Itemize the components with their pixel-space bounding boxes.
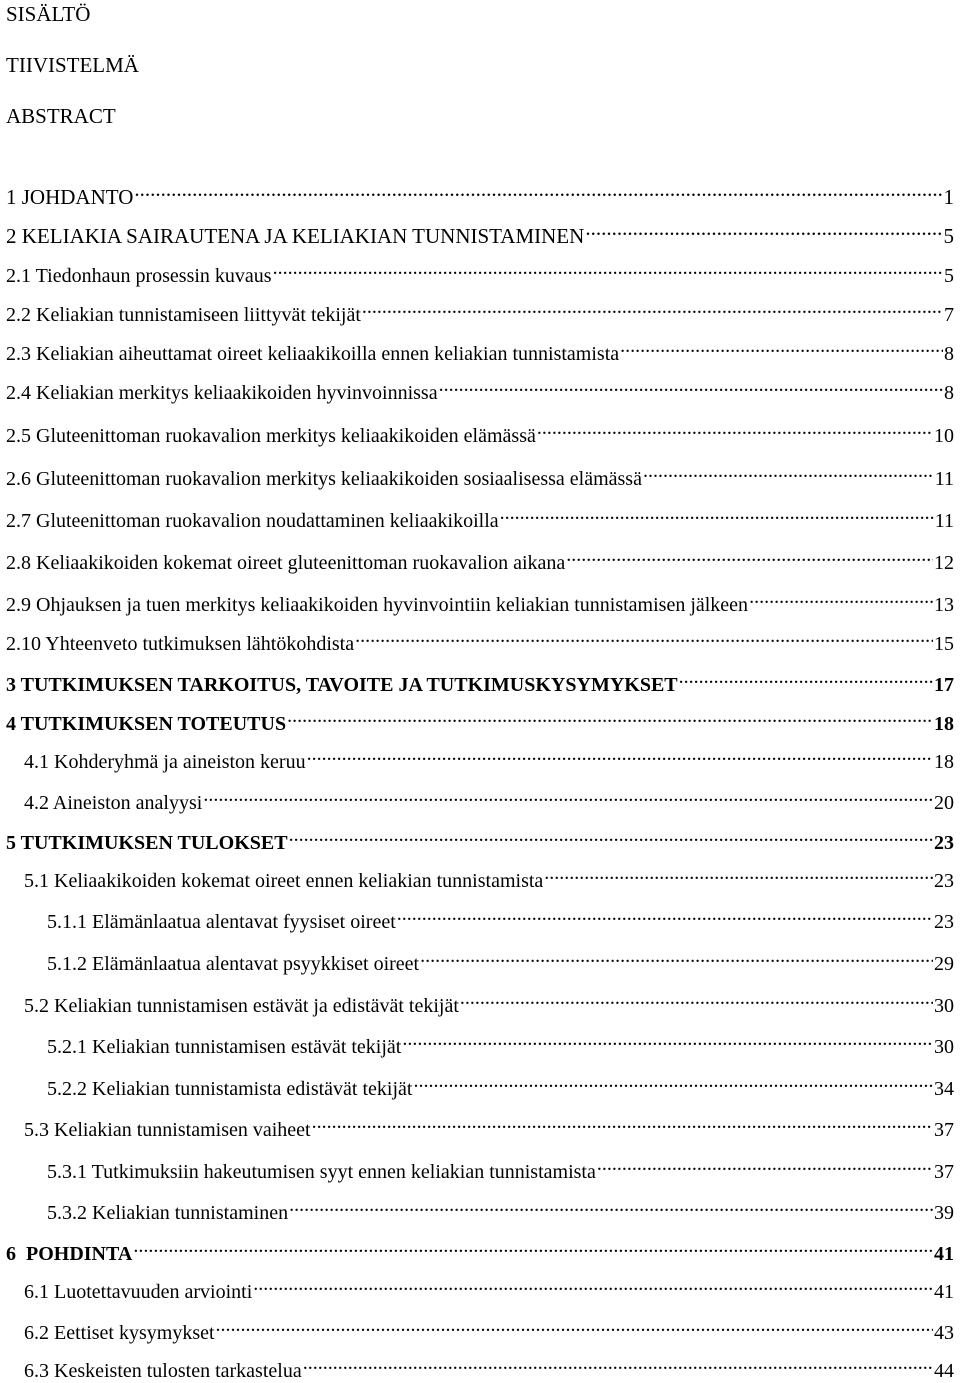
toc-title: 4.1 Kohderyhmä ja aineiston keruu (24, 751, 306, 773)
toc-page: 30 (934, 995, 954, 1017)
toc-entry[interactable] (6, 825, 954, 855)
toc-entry[interactable] (6, 667, 954, 697)
toc-page: 23 (934, 911, 954, 933)
toc-entry[interactable] (6, 297, 954, 327)
toc-page: 7 (944, 304, 954, 326)
toc-page: 1 (943, 185, 954, 209)
toc-page: 17 (934, 674, 954, 696)
toc-leader (355, 626, 933, 650)
toc-entry[interactable] (24, 785, 954, 815)
toc-page: 29 (934, 953, 954, 975)
toc-page: 5 (943, 224, 954, 248)
toc-page: 44 (934, 1360, 954, 1382)
toc-page: 41 (934, 1243, 954, 1265)
toc-leader (253, 1274, 933, 1298)
toc-entry[interactable] (6, 1236, 954, 1266)
toc-page: 30 (934, 1036, 954, 1058)
toc-leader (620, 336, 943, 360)
toc-page: 23 (934, 870, 954, 892)
toc-title: 5.1.2 Elämänlaatua alentavat psyykkiset oireet (47, 953, 420, 975)
toc-leader (203, 785, 933, 809)
toc-page: 10 (934, 425, 954, 447)
toc-title: 1 JOHDANTO (6, 185, 134, 209)
toc-title: 2.2 Keliakian tunnistamiseen liittyvät tekijät (6, 304, 361, 326)
toc-entry[interactable] (47, 1154, 954, 1184)
toc-entry[interactable] (6, 461, 954, 491)
toc-title: 2.4 Keliakian merkitys keliaakikoiden hyvinvoinnissa (6, 382, 438, 404)
toc-entry[interactable] (24, 1112, 954, 1142)
toc-page: 5 (944, 265, 954, 287)
toc-leader (133, 1236, 933, 1260)
toc-leader (749, 587, 933, 611)
toc-title: 2.10 Yhteenveto tutkimuksen lähtökohdista (6, 633, 355, 655)
toc-leader (500, 503, 934, 527)
toc-leader (544, 863, 933, 887)
toc-page: 20 (934, 792, 954, 814)
toc-title: 5.2.2 Keliakian tunnistamista edistävät tekijät (47, 1078, 413, 1100)
toc-entry[interactable] (6, 587, 954, 617)
toc-entry[interactable] (24, 988, 954, 1018)
toc-title: 2.8 Keliaakikoiden kokemat oireet gluteenittoman ruokavalion aikana (6, 552, 566, 574)
toc-page: 13 (934, 594, 954, 616)
toc-entry[interactable] (6, 545, 954, 575)
toc-title: 5.2.1 Keliakian tunnistamisen estävät tekijät (47, 1036, 402, 1058)
toc-title: 2.3 Keliakian aiheuttamat oireet keliaakikoilla ennen keliakian tunnistamista (6, 343, 620, 365)
toc-leader (566, 545, 933, 569)
toc-entry[interactable] (47, 1195, 954, 1225)
toc-title: 2.6 Gluteenittoman ruokavalion merkitys keliaakikoiden sosiaalisessa elämässä (6, 468, 642, 490)
toc-entry[interactable] (6, 706, 954, 736)
toc-entry[interactable] (24, 1315, 954, 1345)
toc-page: 15 (934, 633, 954, 655)
toc-leader (585, 219, 942, 243)
toc-leader (289, 825, 933, 849)
toc-entry[interactable] (6, 180, 954, 209)
toc-leader (597, 1154, 933, 1178)
toc-leader (439, 375, 943, 399)
toc-page: 41 (934, 1281, 954, 1303)
toc-leader (307, 744, 933, 768)
toc-page: 12 (934, 552, 954, 574)
toc-entry[interactable] (47, 946, 954, 976)
toc-title: 5 TUTKIMUKSEN TULOKSET (6, 832, 288, 854)
toc-title: 2 KELIAKIA SAIRAUTENA JA KELIAKIAN TUNNISTAMINEN (6, 224, 585, 248)
toc-page: 39 (934, 1202, 954, 1224)
toc-entry[interactable] (6, 375, 954, 405)
abstract-en-heading: ABSTRACT (6, 104, 116, 128)
toc-entry[interactable] (6, 626, 954, 656)
toc-page: 18 (934, 713, 954, 735)
toc-entry[interactable] (47, 1029, 954, 1059)
toc-entry[interactable] (47, 904, 954, 934)
toc-leader (134, 180, 942, 204)
toc-entry[interactable] (6, 258, 954, 288)
toc-title: 2.5 Gluteenittoman ruokavalion merkitys keliaakikoiden elämässä (6, 425, 536, 447)
toc-page: 11 (934, 510, 954, 532)
toc-title: 5.1.1 Elämänlaatua alentavat fyysiset oireet (47, 911, 396, 933)
toc-entry[interactable] (24, 1274, 954, 1304)
toc-title: 3 TUTKIMUKSEN TARKOITUS, TAVOITE JA TUTKIMUSKYSYMYKSET (6, 674, 678, 696)
toc-leader (643, 461, 934, 485)
toc-page: 37 (934, 1161, 954, 1183)
toc-title: 6.2 Eettiset kysymykset (24, 1322, 215, 1344)
toc-leader (287, 706, 933, 730)
toc-leader (289, 1195, 933, 1219)
toc-title: 5.3.2 Keliakian tunnistaminen (47, 1202, 289, 1224)
toc-leader (413, 1071, 933, 1095)
toc-page: 23 (934, 832, 954, 854)
toc-entry[interactable] (24, 863, 954, 893)
toc-title: 6 POHDINTA (6, 1243, 133, 1265)
abstract-fi-heading: TIIVISTELMÄ (6, 53, 139, 77)
toc-page: 8 (944, 382, 954, 404)
toc-leader (537, 418, 933, 442)
toc-page: 11 (934, 468, 954, 490)
toc-page: 43 (934, 1322, 954, 1344)
toc-leader (679, 667, 933, 691)
toc-title: 2.1 Tiedonhaun prosessin kuvaus (6, 265, 272, 287)
toc-title: 5.1 Keliaakikoiden kokemat oireet ennen keliakian tunnistamista (24, 870, 544, 892)
toc-entry[interactable] (6, 219, 954, 248)
toc-page: 18 (934, 751, 954, 773)
toc-leader (362, 297, 943, 321)
toc-leader (420, 946, 933, 970)
toc-page: 34 (934, 1078, 954, 1100)
toc-title: 5.2 Keliakian tunnistamisen estävät ja edistävät tekijät (24, 995, 459, 1017)
toc-leader (397, 904, 933, 928)
toc-leader (216, 1315, 933, 1339)
toc-title: 6.1 Luotettavuuden arviointi (24, 1281, 253, 1303)
toc-leader (273, 258, 943, 282)
toc-title: 6.3 Keskeisten tulosten tarkastelua (24, 1360, 302, 1382)
toc-entry[interactable] (6, 336, 954, 366)
toc-page: 37 (934, 1119, 954, 1141)
toc-title: 5.3 Keliakian tunnistamisen vaiheet (24, 1119, 311, 1141)
toc-entry[interactable] (47, 1071, 954, 1101)
toc-leader (402, 1029, 933, 1053)
toc-page: 8 (944, 343, 954, 365)
toc-title: 4 TUTKIMUKSEN TOTEUTUS (6, 713, 287, 735)
contents-heading: SISÄLTÖ (6, 2, 91, 26)
toc-title: 2.7 Gluteenittoman ruokavalion noudattaminen keliaakikoilla (6, 510, 499, 532)
toc-entry[interactable] (6, 503, 954, 533)
toc-leader (312, 1112, 933, 1136)
toc-title: 2.9 Ohjauksen ja tuen merkitys keliaakikoiden hyvinvointiin keliakian tunnistamisen jälkeen (6, 594, 749, 616)
toc-leader (460, 988, 933, 1012)
toc-title: 5.3.1 Tutkimuksiin hakeutumisen syyt ennen keliakian tunnistamista (47, 1161, 596, 1183)
toc-title: 4.2 Aineiston analyysi (24, 792, 203, 814)
toc-entry[interactable] (24, 744, 954, 774)
toc-leader (303, 1353, 933, 1377)
toc-entry[interactable] (6, 418, 954, 448)
